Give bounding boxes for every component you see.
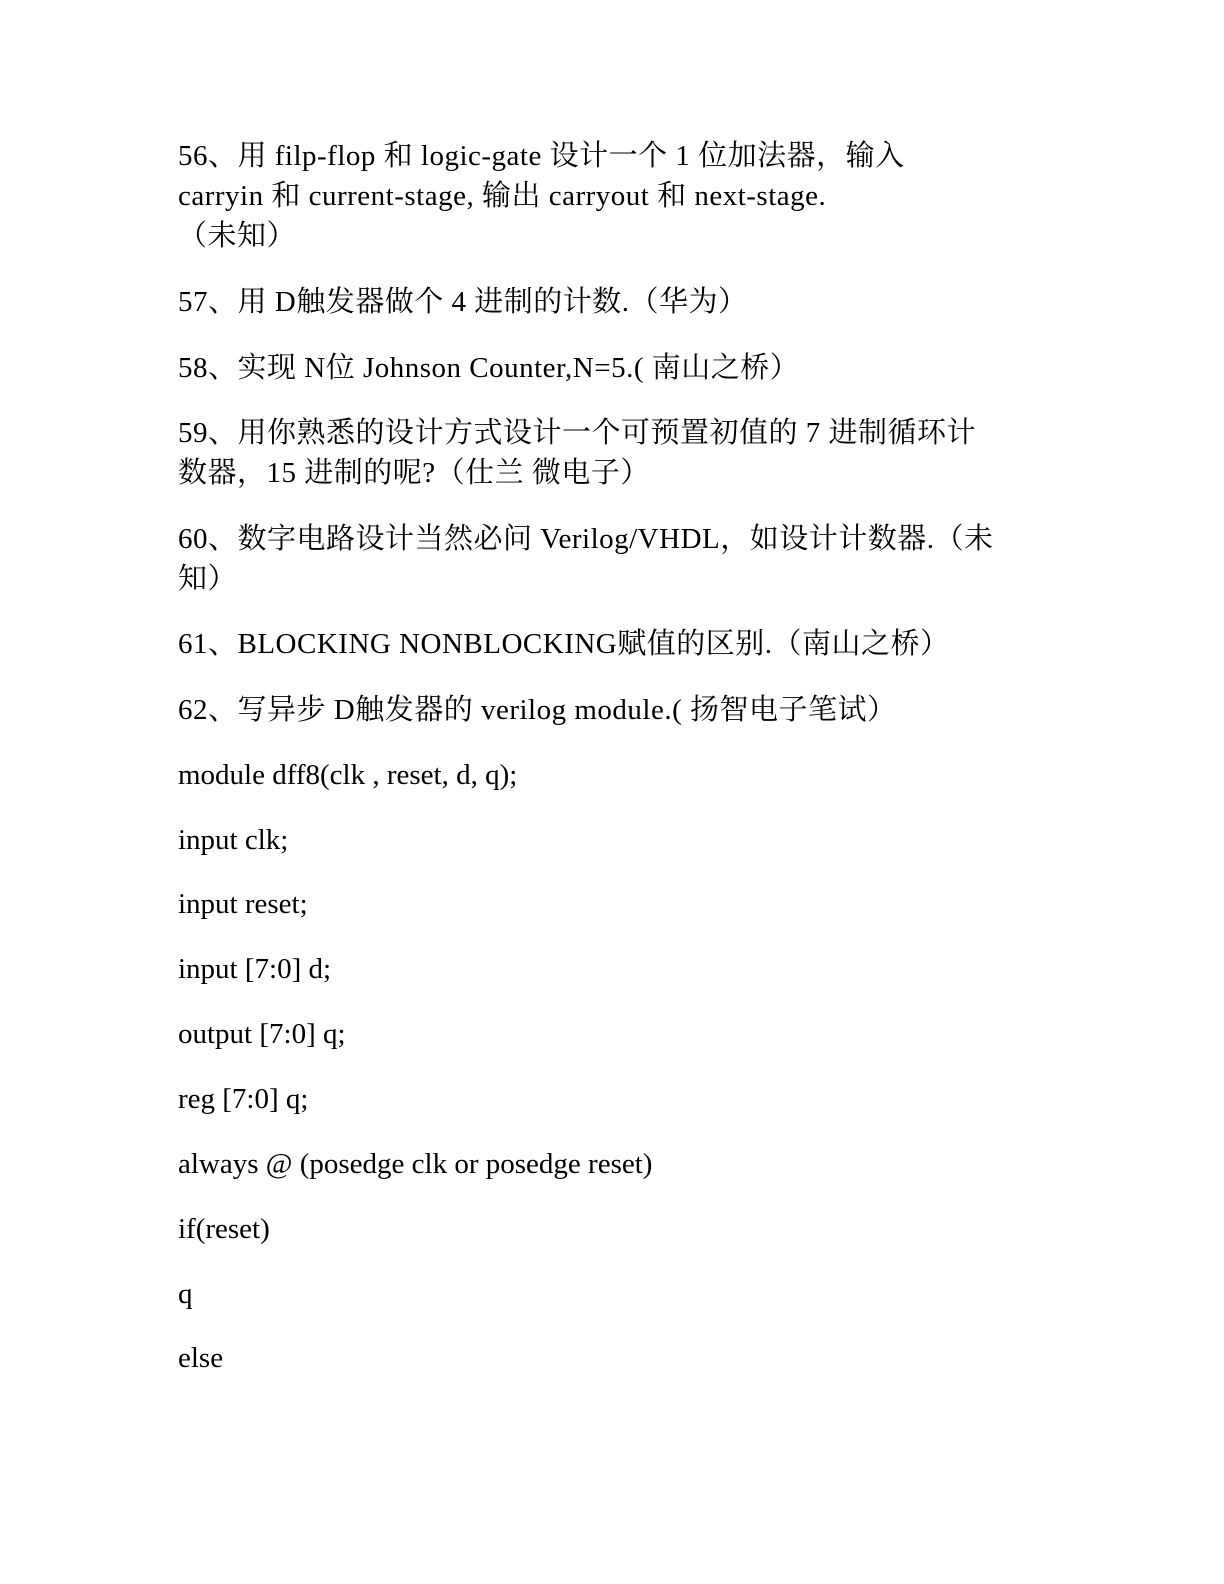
question-61 [178, 624, 1048, 664]
code-line: else [178, 1342, 224, 1374]
question-57 [178, 282, 1048, 322]
question-line: 61、BLOCKING NONBLOCKING赋值的区别.（南山之桥） [178, 628, 950, 660]
question-59 [178, 413, 1048, 493]
question-line: （未知） [178, 220, 297, 252]
code-line: input reset; [178, 888, 308, 920]
code-line: q [178, 1278, 193, 1310]
question-60 [178, 519, 1048, 599]
code-line: input [7:0] d; [178, 953, 332, 985]
code-line: always @ (posedge clk or posedge reset) [178, 1148, 653, 1180]
question-line: 56、用 filp-flop 和 logic-gate 设计一个 1 位加法器，输入 [178, 140, 905, 172]
question-line: 60、数字电路设计当然必问 Verilog/VHDL，如设计计数器.（未 [178, 523, 994, 555]
question-line: 62、写异步 D触发器的 verilog module.( 扬智电子笔试） [178, 694, 897, 726]
code-line: module dff8(clk , reset, d, q); [178, 759, 518, 791]
code-line: reg [7:0] q; [178, 1083, 309, 1115]
question-line: 知） [178, 563, 238, 595]
question-62 [178, 690, 1048, 730]
question-58 [178, 348, 1048, 388]
code-line: if(reset) [178, 1213, 270, 1245]
code-line: output [7:0] q; [178, 1018, 346, 1050]
question-line: 57、用 D触发器做个 4 进制的计数.（华为） [178, 286, 748, 318]
document-page [178, 0, 1048, 1584]
question-line: 58、实现 N位 Johnson Counter,N=5.( 南山之桥） [178, 352, 800, 384]
question-56 [178, 136, 1048, 256]
question-line: 数器，15 进制的呢?（仕兰 微电子） [178, 457, 650, 489]
code-line: input clk; [178, 824, 289, 856]
question-line: 59、用你熟悉的设计方式设计一个可预置初值的 7 进制循环计 [178, 417, 977, 449]
question-line: carryin 和 current-stage, 输出 carryout 和 next-stage. [178, 180, 827, 212]
